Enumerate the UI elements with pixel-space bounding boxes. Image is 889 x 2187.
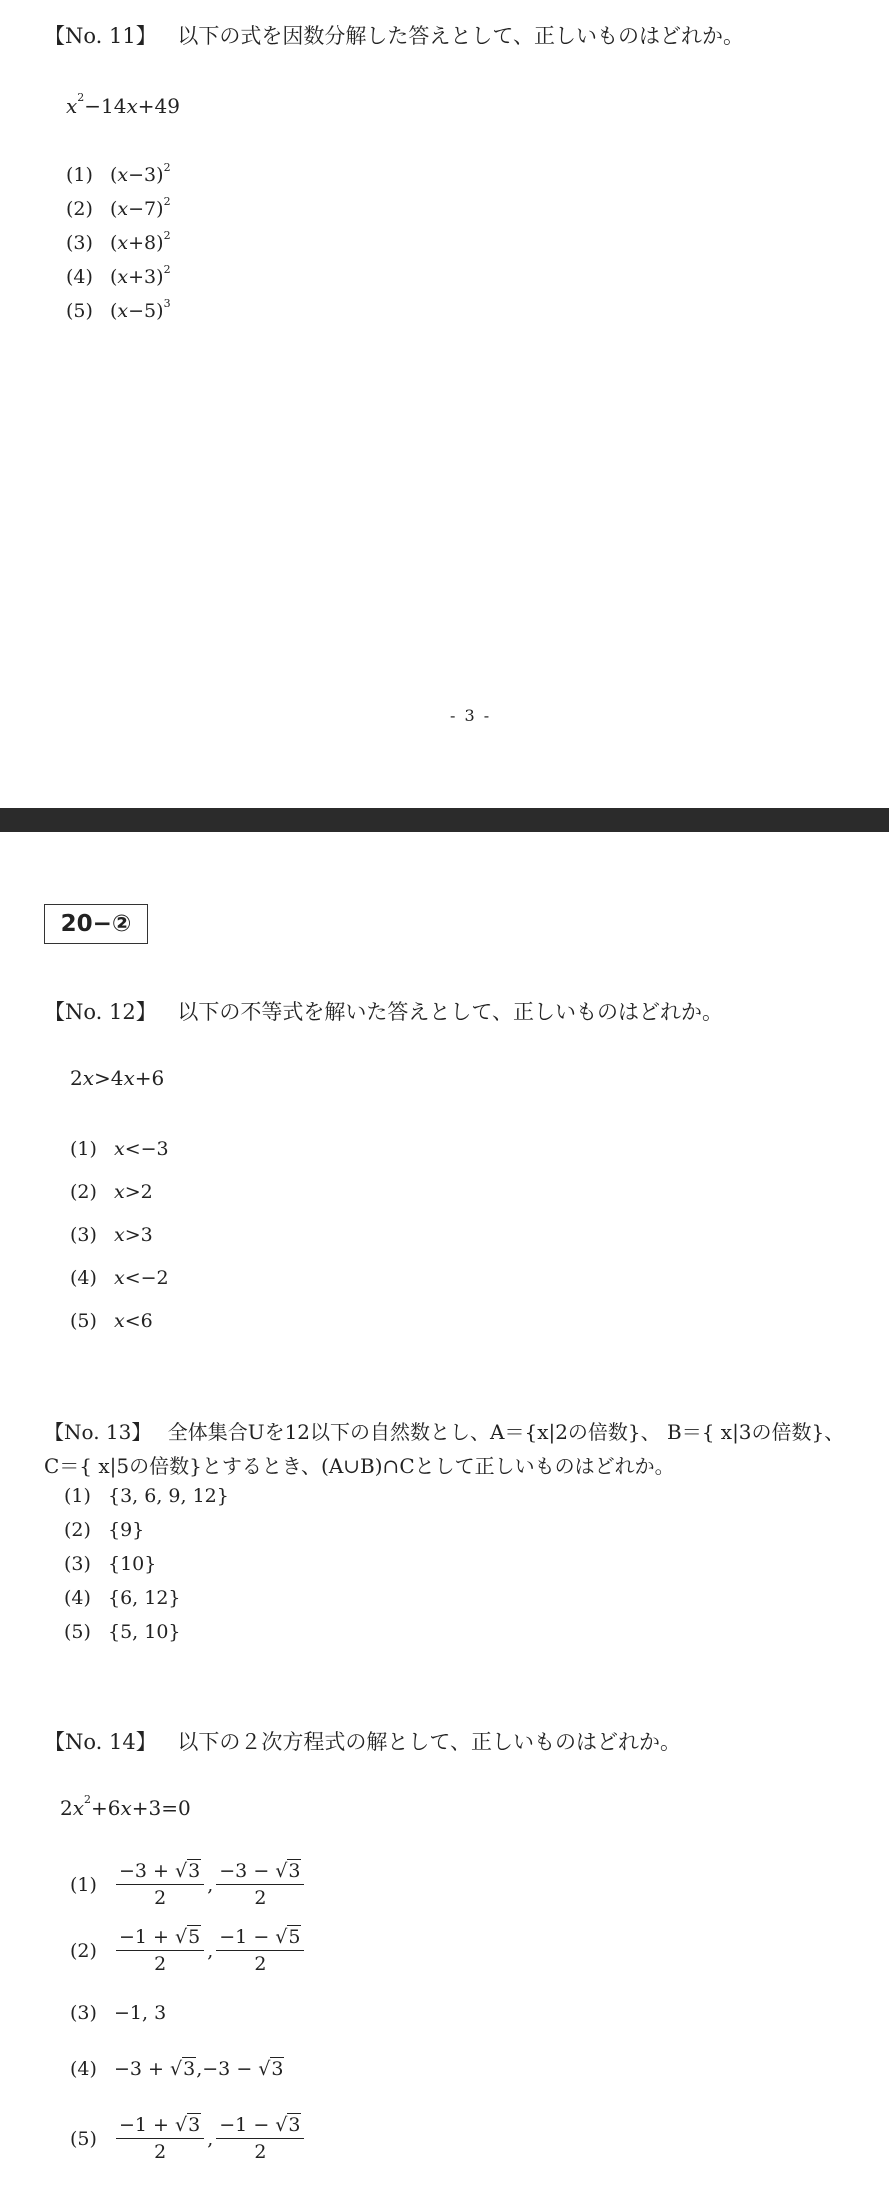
question-number: 【No. 12】 [44,1000,157,1024]
option-number: (5) [70,1310,97,1332]
page-number: - 3 - [450,706,492,725]
option-2[interactable]: (2) $(x-7)^2$ [66,195,171,220]
option-number: (1) [64,1485,91,1507]
option-4[interactable]: (4) x<−2 [70,1267,169,1289]
option-5[interactable]: (5) $(x-5)^3$ [66,297,171,322]
option-5[interactable]: (5) x<6 [70,1310,153,1332]
option-text: {3, 6, 9, 12} [108,1485,229,1507]
question-13-line-2: C＝{ x|5の倍数}とするとき、(A∪B)∩Cとして正しいものはどれか。 [44,1454,675,1478]
sqrt-icon: √5 [175,1926,201,1948]
option-number: (2) [66,198,93,220]
option-3[interactable] [70,2002,166,2024]
option-number: (4) [64,1587,91,1609]
option-number: (4) [70,1267,97,1289]
question-13-header [44,1416,844,1445]
question-text: 以下の２次方程式の解として、正しいものはどれか。 [177,1730,681,1754]
option-number: (2) [70,1181,97,1203]
option-number: (3) [64,1553,91,1575]
exam-page-3 [0,0,889,808]
fraction: $\frac{-1 - √5}{2}$ [216,1926,304,1975]
question-14-header [44,1726,681,1756]
question-text-line-1: 全体集合Uを12以下の自然数とし、A＝{x|2の倍数}、 B＝{ x|3の倍数}、 [167,1420,845,1444]
question-11-header [44,20,744,50]
sqrt-icon: √3 [275,2114,301,2136]
option-number: (4) [70,2058,97,2080]
option-5[interactable]: (5) $\frac{-1 + √3}{2}$ , $\frac{-1 - √3}{2}$ [70,2114,306,2163]
option-number: (4) [66,266,93,288]
option-3[interactable] [64,1553,156,1575]
option-number: (2) [70,1939,97,1962]
question-11-expression: $x^2-14x+49$ [66,91,180,118]
option-number: (1) [70,1873,97,1896]
option-text: {6, 12} [108,1587,181,1609]
fraction: $\frac{-1 + √3}{2}$ [116,2114,204,2163]
question-number: 【No. 14】 [44,1730,157,1754]
option-4[interactable]: (4) $(x+3)^2$ [66,263,171,288]
sqrt-icon: √5 [275,1926,301,1948]
section-label-box: 20−② [44,904,148,944]
option-3[interactable]: (3) x>3 [70,1224,153,1246]
option-4[interactable]: (4) −3 + √3,−3 − √3 [70,2058,284,2080]
option-number: (1) [70,1138,97,1160]
sqrt-icon: √3 [175,1860,201,1882]
option-number: (2) [64,1519,91,1541]
question-12-expression: 2x>4x+6 [70,1066,165,1090]
option-number: (5) [66,300,93,322]
option-3[interactable]: (3) $(x+8)^2$ [66,229,171,254]
sqrt-icon: √3 [275,1860,301,1882]
option-4[interactable] [64,1587,181,1609]
option-1[interactable]: (1) $\frac{-3 + √3}{2}$ , $\frac{-3 - √3}{2}$ [70,1860,306,1909]
question-number: 【No. 11】 [44,24,157,48]
option-5[interactable] [64,1621,181,1643]
option-1[interactable] [64,1485,229,1507]
option-number: (1) [66,164,93,186]
option-1[interactable]: (1) x<−3 [70,1138,169,1160]
fraction: $\frac{-1 - √3}{2}$ [216,2114,304,2163]
option-number: (3) [66,232,93,254]
option-number: (5) [64,1621,91,1643]
option-number: (5) [70,2127,97,2150]
sqrt-icon: √3 [258,2058,284,2080]
option-text: −1, 3 [114,2002,167,2024]
fraction: $\frac{-1 + √5}{2}$ [116,1926,204,1975]
option-2[interactable]: (2) x>2 [70,1181,153,1203]
question-12-header [44,996,723,1026]
fraction: $\frac{-3 - √3}{2}$ [216,1860,304,1909]
sqrt-icon: √3 [175,2114,201,2136]
option-text: {10} [108,1553,157,1575]
option-2[interactable] [64,1519,144,1541]
option-number: (3) [70,2002,97,2024]
exam-page-4 [0,832,889,2187]
question-text: 以下の不等式を解いた答えとして、正しいものはどれか。 [177,1000,723,1024]
option-2[interactable]: (2) $\frac{-1 + √5}{2}$ , $\frac{-1 - √5}{2}$ [70,1926,306,1975]
fraction: $\frac{-3 + √3}{2}$ [116,1860,204,1909]
option-text: {5, 10} [108,1621,181,1643]
option-1[interactable]: (1) $(x-3)^2$ [66,161,171,186]
option-text: {9} [108,1519,145,1541]
question-text: 以下の式を因数分解した答えとして、正しいものはどれか。 [177,24,744,48]
sqrt-icon: √3 [170,2058,196,2080]
question-number: 【No. 13】 [44,1420,152,1444]
question-14-expression: $2x^2+6x+3=0$ [60,1793,191,1820]
option-number: (3) [70,1224,97,1246]
page-divider [0,808,889,832]
